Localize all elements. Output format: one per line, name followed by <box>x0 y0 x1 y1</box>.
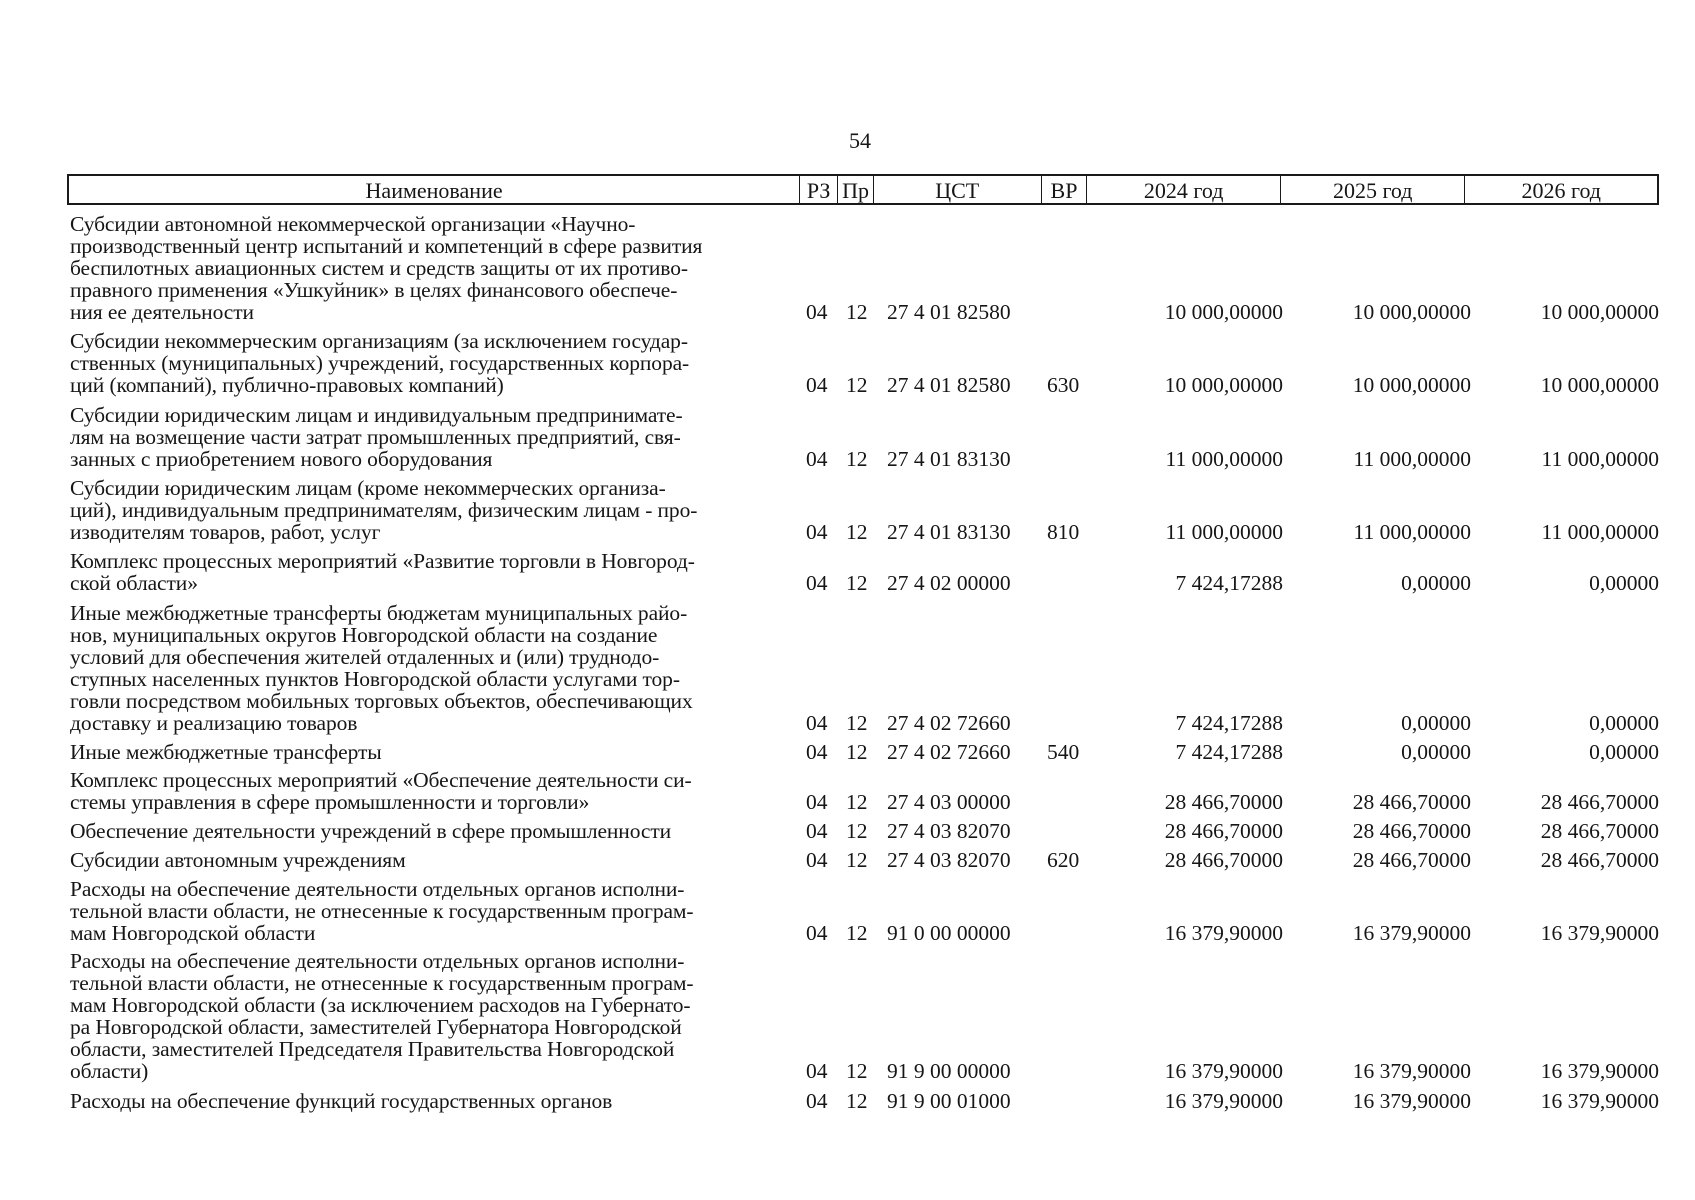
row-2026: 28 466,70000 <box>1540 819 1659 843</box>
row-2024: 7 424,17288 <box>1175 571 1283 595</box>
row-2025: 28 466,70000 <box>1352 790 1471 814</box>
row-pr: 12 <box>846 819 868 843</box>
row-rz: 04 <box>806 921 828 945</box>
row-name: Иные межбюджетные трансферты бюджетам муниципальных райо- нов, муниципальных округов Новгородской области на создание условий для обеспечения жителей отдаленных и (или) труднодо- ступных населенных пунктов Новгородской области услугами тор- говли посредством мобильных торговых объектов, обеспечивающих доставку и реализацию товаров <box>70 601 693 735</box>
row-2024: 10 000,00000 <box>1164 300 1283 324</box>
row-pr: 12 <box>846 1059 868 1083</box>
row-2026: 11 000,00000 <box>1541 447 1659 471</box>
row-2026: 16 379,90000 <box>1540 1089 1659 1113</box>
header-pr: Пр <box>838 176 874 203</box>
row-2026: 0,00000 <box>1589 571 1659 595</box>
row-name: Субсидии автономным учреждениям <box>70 848 406 872</box>
row-rz: 04 <box>806 300 828 324</box>
row-2026: 16 379,90000 <box>1540 1059 1659 1083</box>
row-name: Субсидии юридическим лицам и индивидуальным предпринимате- лям на возмещение части затрат промышленных предприятий, свя- занных с приобретением нового оборудования <box>70 403 683 471</box>
row-pr: 12 <box>846 373 868 397</box>
row-2024: 16 379,90000 <box>1164 921 1283 945</box>
row-rz: 04 <box>806 740 828 764</box>
row-2024: 10 000,00000 <box>1164 373 1283 397</box>
row-vr: 630 <box>1047 373 1080 397</box>
row-rz: 04 <box>806 520 828 544</box>
row-2025: 10 000,00000 <box>1352 300 1471 324</box>
row-name: Расходы на обеспечение функций государственных органов <box>70 1089 613 1113</box>
row-rz: 04 <box>806 447 828 471</box>
row-2026: 28 466,70000 <box>1540 790 1659 814</box>
row-name: Расходы на обеспечение деятельности отдельных органов исполни- тельной власти области, не отнесенные к государственным програм- мам Новгородской области <box>70 877 694 945</box>
row-rz: 04 <box>806 790 828 814</box>
row-2026: 0,00000 <box>1589 740 1659 764</box>
row-2026: 10 000,00000 <box>1540 300 1659 324</box>
row-2025: 16 379,90000 <box>1352 1059 1471 1083</box>
row-cst: 27 4 02 00000 <box>887 571 1011 595</box>
row-2026: 0,00000 <box>1589 711 1659 735</box>
row-2026: 28 466,70000 <box>1540 848 1659 872</box>
row-name: Иные межбюджетные трансферты <box>70 740 382 764</box>
header-2024: 2024 год <box>1087 176 1281 203</box>
row-cst: 27 4 03 00000 <box>887 790 1011 814</box>
row-pr: 12 <box>846 520 868 544</box>
row-2025: 0,00000 <box>1401 571 1471 595</box>
row-cst: 91 0 00 00000 <box>887 921 1011 945</box>
row-2025: 11 000,00000 <box>1353 447 1471 471</box>
row-name: Комплекс процессных мероприятий «Развитие торговли в Новгород- ской области» <box>70 549 695 595</box>
row-rz: 04 <box>806 373 828 397</box>
header-rz: РЗ <box>800 176 838 203</box>
row-2026: 10 000,00000 <box>1540 373 1659 397</box>
row-cst: 27 4 01 82580 <box>887 300 1011 324</box>
row-2025: 11 000,00000 <box>1353 520 1471 544</box>
row-rz: 04 <box>806 711 828 735</box>
row-2024: 11 000,00000 <box>1165 520 1283 544</box>
row-2025: 0,00000 <box>1401 711 1471 735</box>
row-pr: 12 <box>846 1089 868 1113</box>
row-2025: 10 000,00000 <box>1352 373 1471 397</box>
header-2025: 2025 год <box>1281 176 1466 203</box>
header-vr: ВР <box>1042 176 1088 203</box>
header-name: Наименование <box>69 176 800 203</box>
row-2024: 28 466,70000 <box>1164 819 1283 843</box>
row-2025: 0,00000 <box>1401 740 1471 764</box>
row-2024: 28 466,70000 <box>1164 790 1283 814</box>
row-2024: 11 000,00000 <box>1165 447 1283 471</box>
row-name: Расходы на обеспечение деятельности отдельных органов исполни- тельной власти области, не отнесенные к государственным програм- мам Новгородской области (за исключением расходов на Губернато- ра Новгородской области, заместителей Губернатора Новгородской области, заместителей Председателя Правительства Новгородской области) <box>70 949 694 1083</box>
page-number: 54 <box>849 128 871 153</box>
row-name: Комплекс процессных мероприятий «Обеспечение деятельности си- стемы управления в сфере промышленности и торговли» <box>70 768 692 814</box>
row-cst: 27 4 01 83130 <box>887 520 1011 544</box>
row-cst: 91 9 00 00000 <box>887 1059 1011 1083</box>
row-vr: 620 <box>1047 848 1080 872</box>
row-pr: 12 <box>846 447 868 471</box>
row-cst: 27 4 01 83130 <box>887 447 1011 471</box>
row-2026: 16 379,90000 <box>1540 921 1659 945</box>
row-2025: 16 379,90000 <box>1352 921 1471 945</box>
row-pr: 12 <box>846 848 868 872</box>
row-cst: 27 4 02 72660 <box>887 740 1011 764</box>
row-rz: 04 <box>806 848 828 872</box>
row-2024: 16 379,90000 <box>1164 1059 1283 1083</box>
row-vr: 810 <box>1047 520 1080 544</box>
row-vr: 540 <box>1047 740 1080 764</box>
row-cst: 91 9 00 01000 <box>887 1089 1011 1113</box>
row-cst: 27 4 01 82580 <box>887 373 1011 397</box>
row-cst: 27 4 03 82070 <box>887 819 1011 843</box>
row-pr: 12 <box>846 300 868 324</box>
row-cst: 27 4 03 82070 <box>887 848 1011 872</box>
row-name: Субсидии некоммерческим организациям (за исключением государ- ственных (муниципальных) учреждений, государственных корпора- ций (компаний), публично-правовых компаний) <box>70 329 690 397</box>
row-pr: 12 <box>846 711 868 735</box>
row-2024: 7 424,17288 <box>1175 740 1283 764</box>
row-rz: 04 <box>806 1089 828 1113</box>
row-2025: 28 466,70000 <box>1352 819 1471 843</box>
row-2024: 7 424,17288 <box>1175 711 1283 735</box>
row-pr: 12 <box>846 790 868 814</box>
header-2026: 2026 год <box>1521 177 1602 203</box>
row-rz: 04 <box>806 1059 828 1083</box>
row-name: Субсидии юридическим лицам (кроме некоммерческих организа- ций), индивидуальным предпринимателям, физическим лицам - про- изводителям товаров, работ, услуг <box>70 476 698 544</box>
row-rz: 04 <box>806 571 828 595</box>
row-name: Субсидии автономной некоммерческой организации «Научно- производственный центр испытаний и компетенций в сфере развития беспилотных авиационных систем и средств защиты от их противо- правного применения «Ушкуйник» в целях финансового обеспече- ния ее деятельности <box>70 212 703 324</box>
row-pr: 12 <box>846 921 868 945</box>
row-2024: 16 379,90000 <box>1164 1089 1283 1113</box>
row-cst: 27 4 02 72660 <box>887 711 1011 735</box>
row-rz: 04 <box>806 819 828 843</box>
row-2024: 28 466,70000 <box>1164 848 1283 872</box>
row-name: Обеспечение деятельности учреждений в сфере промышленности <box>70 819 672 843</box>
row-2025: 28 466,70000 <box>1352 848 1471 872</box>
header-cst: ЦСТ <box>874 176 1042 203</box>
row-pr: 12 <box>846 740 868 764</box>
row-2025: 16 379,90000 <box>1352 1089 1471 1113</box>
row-2026: 11 000,00000 <box>1541 520 1659 544</box>
row-pr: 12 <box>846 571 868 595</box>
